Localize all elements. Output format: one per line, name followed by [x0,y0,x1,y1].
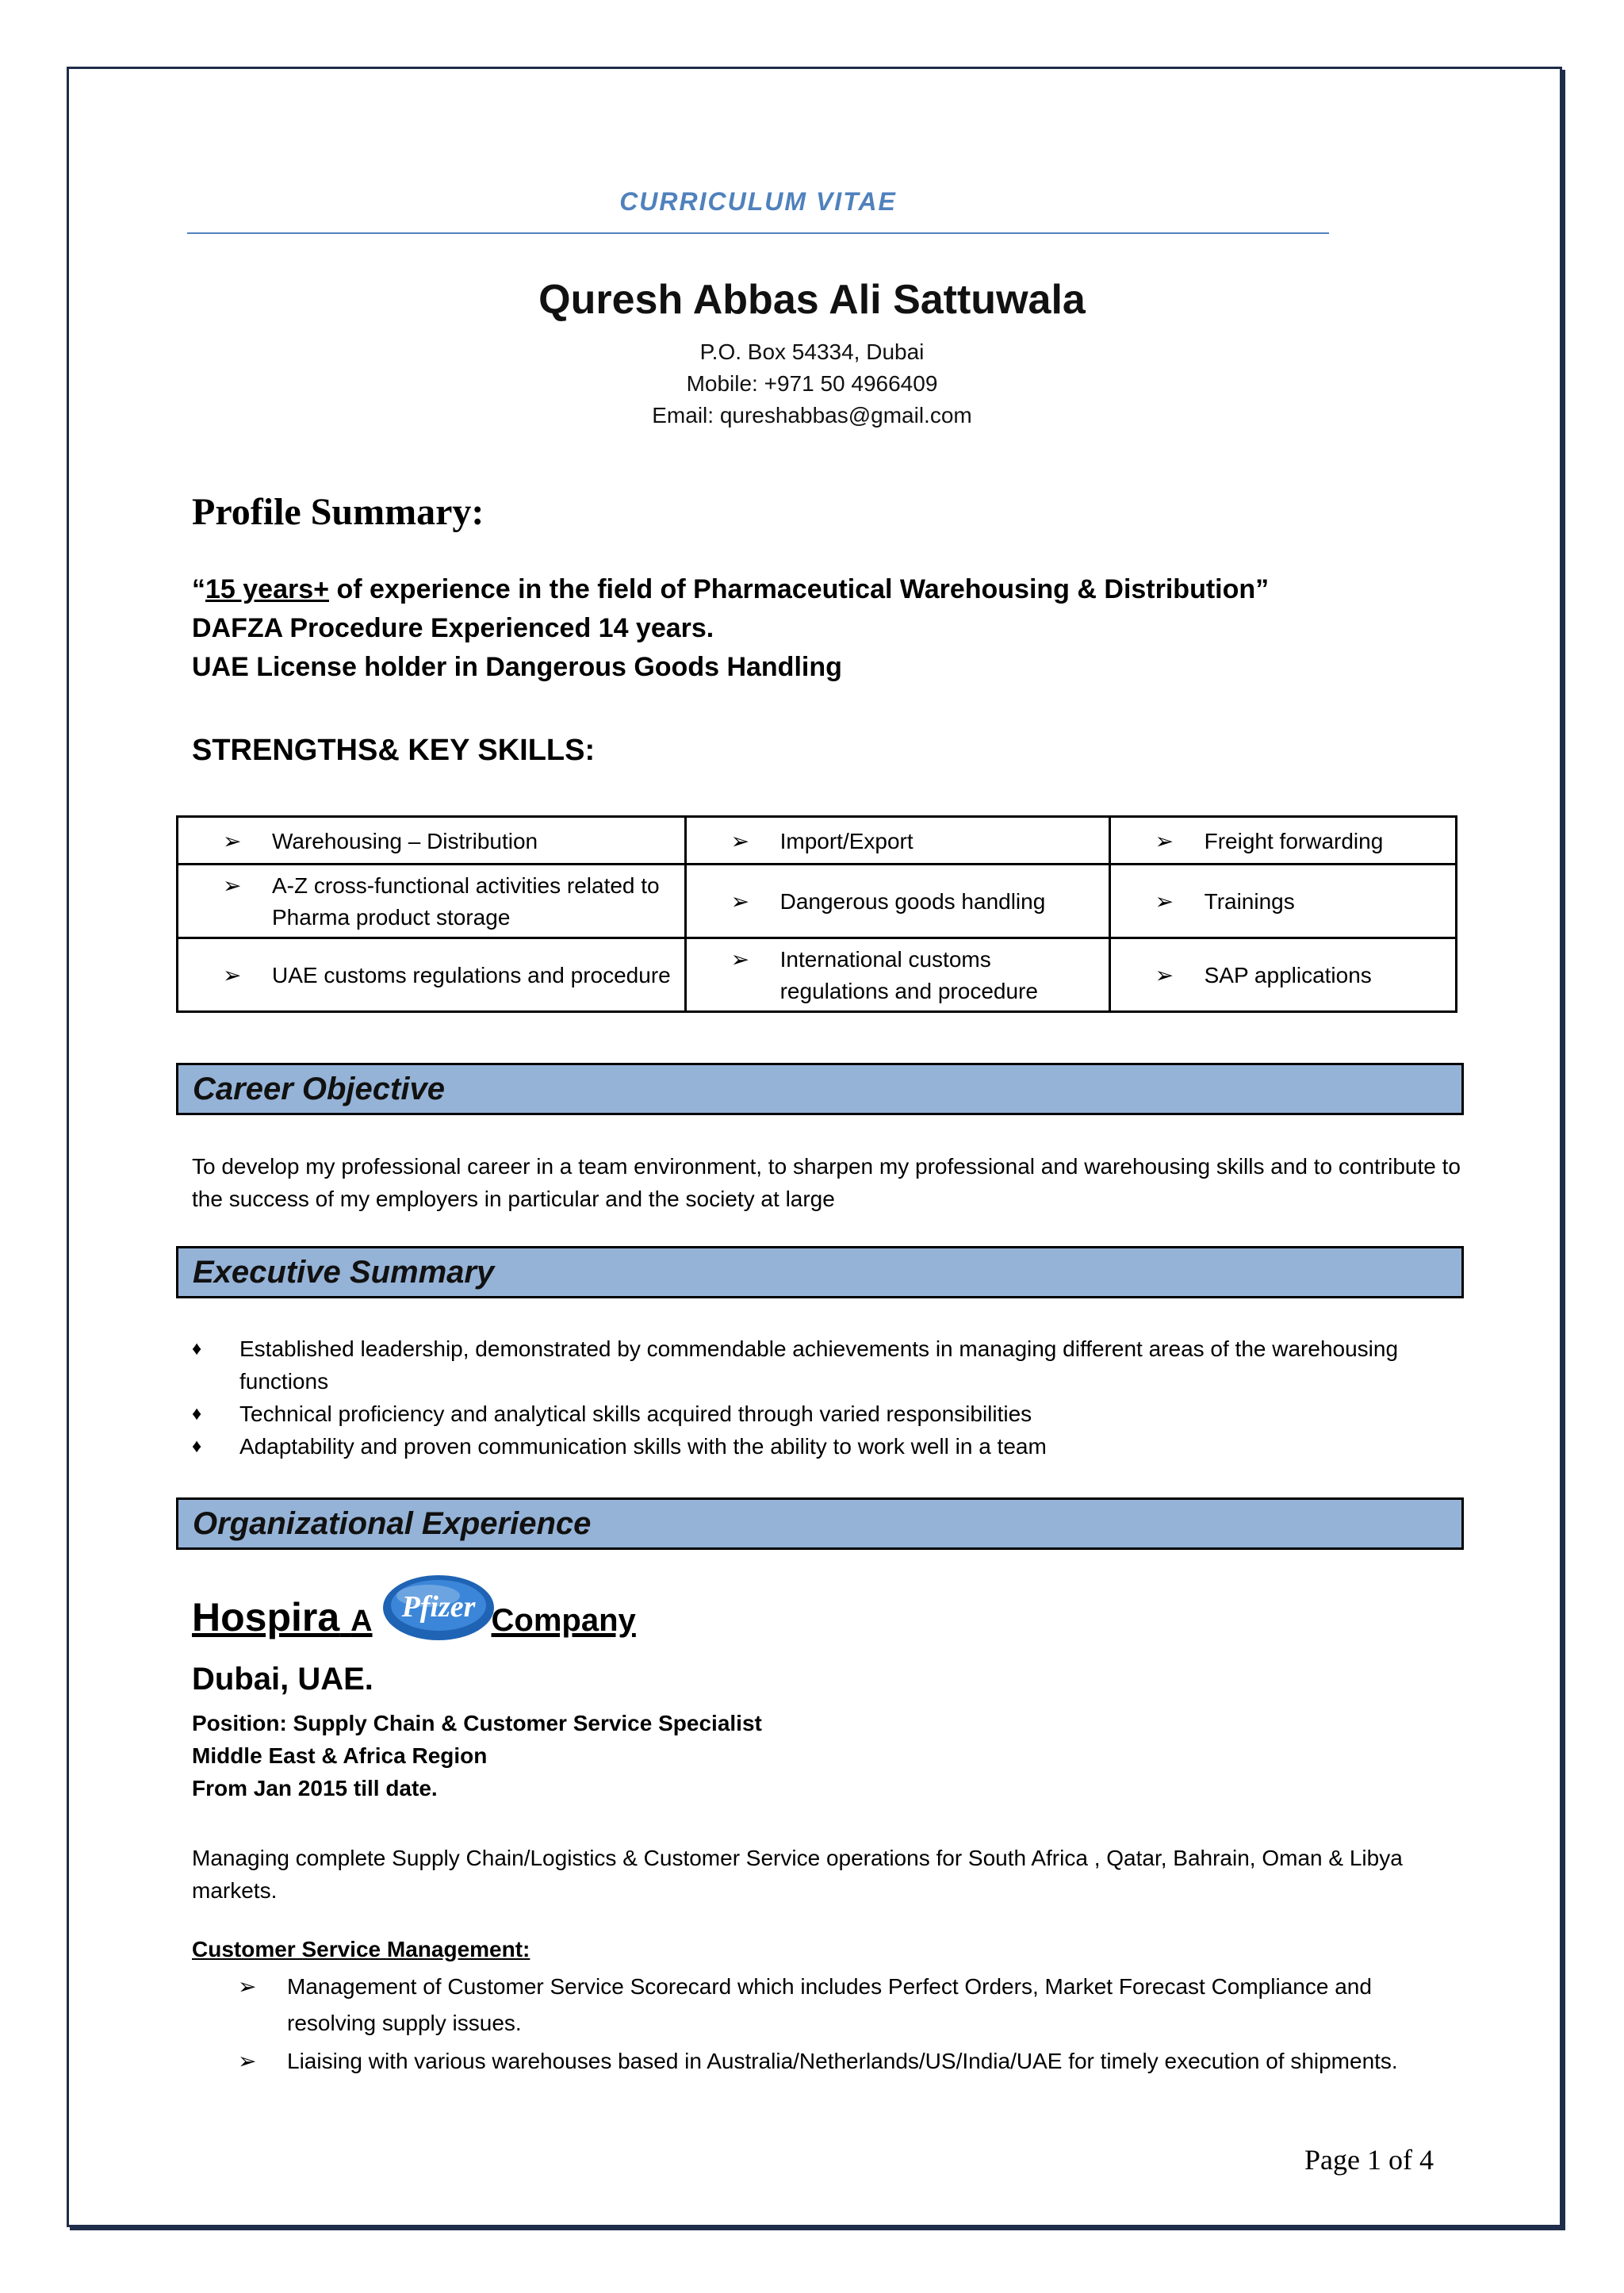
csm-list [238,1969,1443,2081]
email: Email: qureshabbas@gmail.com [652,403,972,428]
skills-row [178,817,1457,865]
page-number: Page 1 of 4 [1304,2144,1434,2176]
diamond-bullet-icon: ♦ [192,1436,202,1457]
csm-heading: Customer Service Management: [192,1937,530,1961]
list-item: ➢ Management of Customer Service Scorecard which includes Perfect Orders, Market Forecast Compliance and resolving supply issues. [238,1969,1443,2042]
skill-cell: ➢ Trainings [1109,865,1456,938]
skill-cell: ➢ Import/Export [685,817,1109,865]
profile-line-3: UAE License holder in Dangerous Goods Handling [192,652,842,682]
skills-row [178,938,1457,1012]
role-description: Managing complete Supply Chain/Logistics & Customer Service operations for South Africa , Qatar, Bahrain, Oman & Libya markets. [192,1846,1403,1903]
list-item: ♦ Adaptability and proven communication skills with the ability to work well in a team [192,1430,1461,1463]
pfizer-logo-icon [381,1572,496,1643]
career-objective-band [176,1063,1464,1115]
org-experience-band [176,1497,1464,1550]
profile-line-2: DAFZA Procedure Experienced 14 years. [192,613,714,643]
cv-title: CURRICULUM VITAE [619,187,897,216]
position: Position: Supply Chain & Customer Service Specialist [192,1711,762,1735]
skill-cell: ➢ A-Z cross-functional activities related to Pharma product storage [178,865,686,938]
arrow-bullet-icon: ➢ [730,889,750,914]
diamond-bullet-icon: ♦ [192,1403,202,1424]
mobile: Mobile: +971 50 4966409 [686,371,938,396]
arrow-bullet-icon: ➢ [238,1974,257,1999]
executive-summary-heading: Executive Summary [193,1255,495,1290]
skill-cell: ➢ International customs regulations and procedure [685,938,1109,1012]
period: From Jan 2015 till date. [192,1776,438,1800]
skills-table [176,815,1457,1013]
diamond-bullet-icon: ♦ [192,1338,202,1359]
region: Middle East & Africa Region [192,1743,488,1768]
arrow-bullet-icon: ➢ [223,828,242,853]
candidate-name: Quresh Abbas Ali Sattuwala [538,277,1086,323]
profile-heading: Profile Summary: [192,491,485,533]
executive-summary-list [192,1332,1461,1463]
career-objective-heading: Career Objective [193,1072,445,1106]
arrow-bullet-icon: ➢ [223,963,242,987]
skills-heading: STRENGTHS& KEY SKILLS: [192,734,596,767]
profile-line-1: “15 years+ of experience in the field of Pharmaceutical Warehousing & Distribution” [192,574,1270,604]
skill-cell: ➢ Warehousing – Distribution [178,817,686,865]
list-item: ➢ Liaising with various warehouses based in Australia/Netherlands/US/India/UAE for timely execution of shipments. [238,2043,1443,2080]
skills-row [178,865,1457,938]
arrow-bullet-icon: ➢ [238,2049,257,2073]
skill-cell: ➢ UAE customs regulations and procedure [178,938,686,1012]
company-title: Hospira A Company [192,1595,636,1639]
svg-text:Pfizer: Pfizer [401,1590,476,1624]
cv-title-rule [187,232,1329,234]
list-item: ♦ Established leadership, demonstrated by commendable achievements in managing different areas of the warehousing functions [192,1332,1461,1398]
years-underlined: 15 years+ [205,574,329,604]
career-objective-text: To develop my professional career in a team environment, to sharpen my professional and warehousing skills and to contribute to the success of my employers in particular and the society at large [192,1154,1461,1211]
org-experience-heading: Organizational Experience [193,1506,592,1541]
arrow-bullet-icon: ➢ [223,873,242,898]
list-item: ♦ Technical proficiency and analytical skills acquired through varied responsibilities [192,1398,1461,1430]
executive-summary-band [176,1246,1464,1298]
arrow-bullet-icon: ➢ [1155,963,1174,987]
arrow-bullet-icon: ➢ [1155,889,1174,914]
skill-cell: ➢ SAP applications [1109,938,1456,1012]
address: P.O. Box 54334, Dubai [699,339,925,364]
arrow-bullet-icon: ➢ [730,947,750,972]
arrow-bullet-icon: ➢ [1155,828,1174,853]
arrow-bullet-icon: ➢ [730,828,750,853]
skill-cell: ➢ Freight forwarding [1109,817,1456,865]
company-location: Dubai, UAE. [192,1662,373,1697]
skill-cell: ➢ Dangerous goods handling [685,865,1109,938]
